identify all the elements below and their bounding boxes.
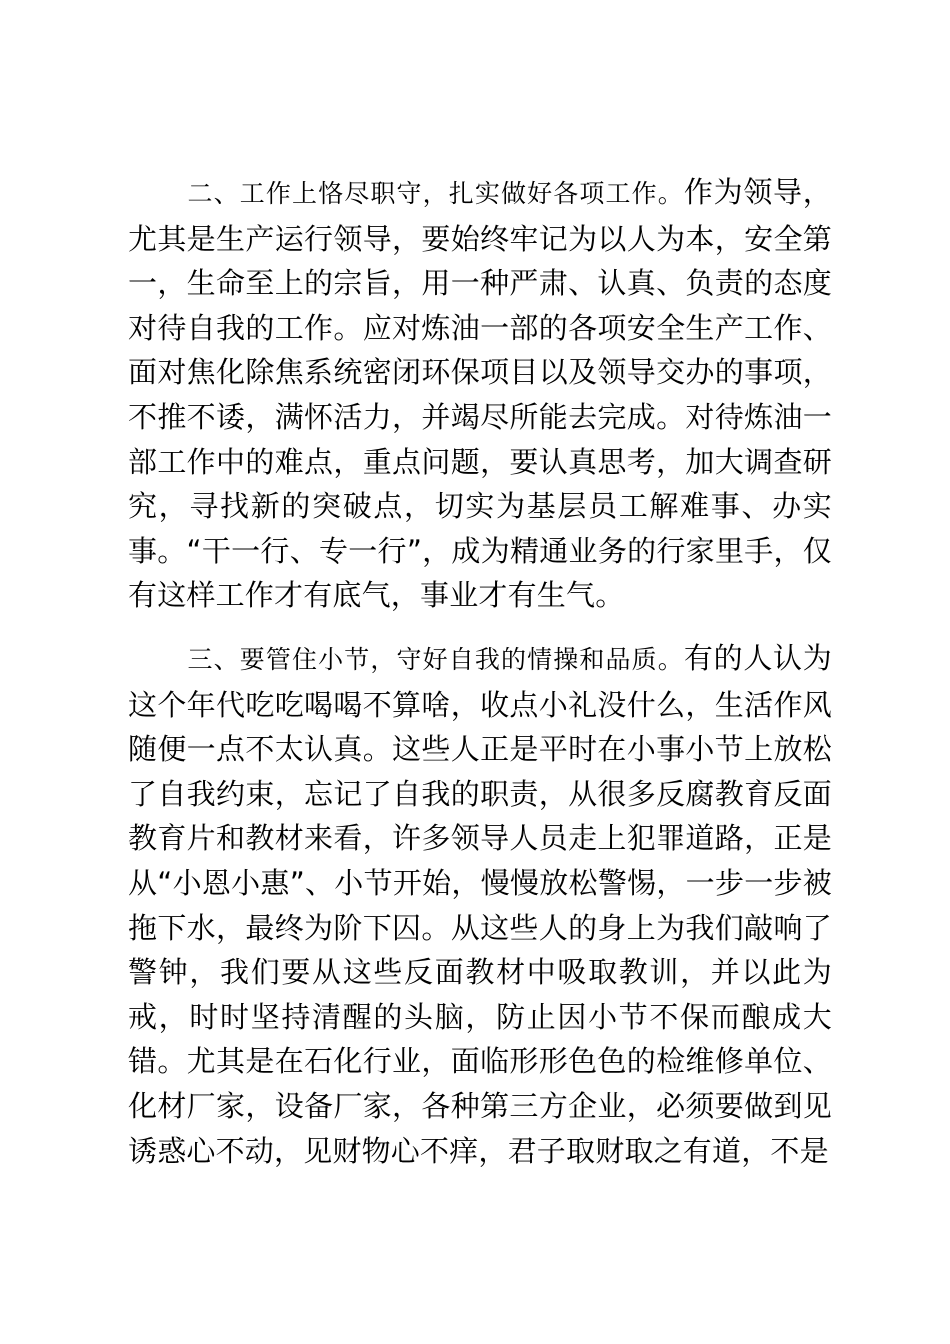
paragraph-heading: 二、工作上恪尽职守，扎实做好各项工作。: [187, 179, 684, 208]
paragraph-body: 作为领导，尤其是生产运行领导，要始终牢记为以人为本，安全第一，生命至上的宗旨，用一种严肃、认真、负责的态度对待自我的工作。应对炼油一部的各项安全生产工作、面对焦化除焦系统密闭环保项目以及领导交办的事项，不推不诿，满怀活力，并竭尽所能去完成。对待炼油一部工作中的难点，重点问题，要认真思考，加大调查研究，寻找新的突破点，切实为基层员工解难事、办实事。“干一行、专一行”，成为精通业务的行家里手，仅有这样工作才有底气，事业才有生气。: [128, 175, 832, 613]
paragraph-body: 有的人认为这个年代吃吃喝喝不算啥，收点小礼没什么，生活作风随便一点不太认真。这些人正是平时在小事小节上放松了自我约束，忘记了自我的职责，从很多反腐教育反面教育片和教材来看，许多领导人员走上犯罪道路，正是从“小恩小惠”、小节开始，慢慢放松警惕，一步一步被拖下水，最终为阶下囚。从这些人的身上为我们敲响了警钟，我们要从这些反面教材中吸取教训，并以此为戒，时时坚持清醒的头脑，防止因小节不保而酿成大错。尤其是在石化行业，面临形形色色的检维修单位、化材厂家，设备厂家，各种第三方企业，必须要做到见诱惑心不动，见财物心不痒，君子取财取之有道，不是: [128, 641, 832, 1168]
paragraph-integrity: [128, 636, 832, 1173]
paragraph-heading: 三、要管住小节，守好自我的情操和品质。: [187, 645, 684, 674]
paragraph-duty: [128, 170, 832, 618]
